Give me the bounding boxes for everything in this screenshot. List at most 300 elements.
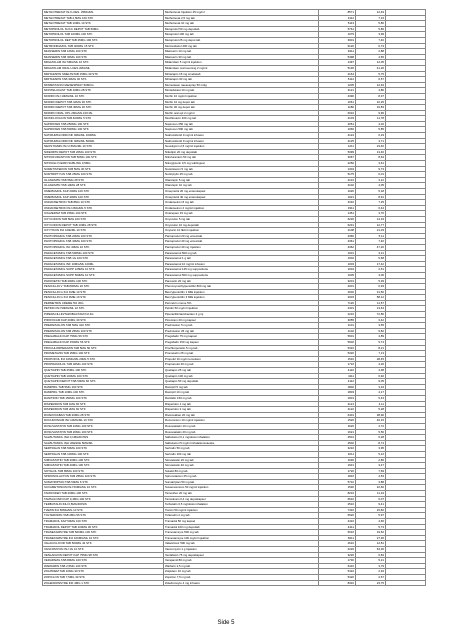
code-cell: 2103	[319, 116, 356, 122]
product-name-cell: ZOPICLON TAB 7,5MG 30 STK	[43, 574, 164, 580]
product-name-cell: RAMIPRIL TAB 5MG 100 STK	[43, 384, 164, 390]
description-cell: Morfin 30 mg depot tab	[164, 105, 319, 111]
price-cell: 38,90	[356, 412, 386, 418]
price-cell: 5,11	[356, 233, 386, 239]
description-cell: Tranexamsyre 100 mg/ml injektion	[164, 535, 319, 541]
description-cell: Piroxicam 20 mg kapsel	[164, 317, 319, 323]
price-cell: 5,56	[356, 429, 386, 435]
code-cell: 8571	[319, 10, 356, 16]
description-cell: Salbutamol 5 mg/ml inhalationsvaeske	[164, 440, 319, 446]
description-cell: Rivaroxaban 20 mg tab	[164, 412, 319, 418]
product-name-cell: VALACICLOVIR TAB 500MG 42 STK	[43, 541, 164, 547]
code-cell: 8210	[319, 491, 356, 497]
price-cell: 8,91	[356, 194, 386, 200]
description-cell: Zoledronsyre 4 mg infusion	[164, 580, 319, 586]
product-name-cell: PROPOFOL INJ 10MG/ML 20ML 5 STK	[43, 356, 164, 362]
description-cell: Noretisteron 5 mg tab	[164, 166, 319, 172]
description-cell: Rocuronium 10 mg/ml injektion	[164, 418, 319, 424]
code-cell: 6610	[319, 530, 356, 536]
product-name-cell: ROSUVASTATIN TAB 20MG 100 STK	[43, 429, 164, 435]
product-name-cell: SALBUTAMOL INH VAESKE 5MG/ML	[43, 440, 164, 446]
code-cell: 5420	[319, 574, 356, 580]
product-name-cell: RISPERIDON TAB 1MG 60 STK	[43, 401, 164, 407]
code-cell: 3055	[319, 317, 356, 323]
code-cell: 4410	[319, 519, 356, 525]
product-name-cell: PIROXICAM KAP 20MG 30 STK	[43, 317, 164, 323]
description-cell: Tramadol 100 mg depottab	[164, 524, 319, 530]
code-cell: 4111	[319, 373, 356, 379]
price-cell: 6,73	[356, 43, 386, 49]
product-name-cell: SUMATRIPTAN TAB 50MG 6 STK	[43, 479, 164, 485]
price-cell: 6,84	[356, 552, 386, 558]
description-cell: Phenoxymethylpenicillin 800 mg tab	[164, 284, 319, 290]
price-cell: 23,75	[356, 580, 386, 586]
product-name-cell: PARACETAMOL TAB 500MG 100 STK	[43, 250, 164, 256]
product-name-cell: PIPERACILLIN/TAZOBACTAM INJ 4G	[43, 312, 164, 318]
product-name-cell: PROCHLORPERAZIN TAB 5MG 50 STK	[43, 345, 164, 351]
code-cell: 1530	[319, 485, 356, 491]
code-cell: 7120	[319, 300, 356, 306]
code-cell: 3311	[319, 205, 356, 211]
price-cell: 5,85	[356, 127, 386, 133]
product-name-cell: RAMIPRIL TAB 10MG 100 STK	[43, 390, 164, 396]
description-cell: Pregabalin 150 mg kapsel	[164, 340, 319, 346]
price-cell: 2,86	[356, 457, 386, 463]
code-cell: 1004	[319, 267, 356, 273]
code-cell: 5099	[319, 149, 356, 155]
product-name-cell: TOLTERODIN TAB 2MG 56 STK	[43, 513, 164, 519]
price-cell: 4,72	[356, 423, 386, 429]
code-cell: 3310	[319, 200, 356, 206]
product-name-cell: PENICILLIN G INJ 1MIE 10 STK	[43, 289, 164, 295]
code-cell: 5113	[319, 21, 356, 27]
code-cell: 5175	[319, 172, 356, 178]
price-cell: 7,25	[356, 200, 386, 206]
description-cell: Methotrexat 2,5 mg tab	[164, 15, 319, 21]
product-name-cell: TRANEXAMSYRE INJ 100MG/ML 10 STK	[43, 535, 164, 541]
code-cell: 5710	[319, 479, 356, 485]
code-cell: 1730	[319, 558, 356, 564]
description-cell: Paracetamol 10 mg/ml infusion	[164, 261, 319, 267]
price-cell: 5,74	[356, 340, 386, 346]
code-cell: 1061	[319, 99, 356, 105]
product-name-cell: NAPROXEN TAB 250MG 100 STK	[43, 121, 164, 127]
code-cell: 6510	[319, 496, 356, 502]
price-cell: 9,96	[356, 110, 386, 116]
product-name-cell: SERTRALIN TAB 50MG 100 STK	[43, 446, 164, 452]
code-cell: 2210	[319, 312, 356, 318]
description-cell: Omeprazol 40 mg enterokapsel	[164, 194, 319, 200]
product-name-cell: METRONIDAZOL TAB 400MG 15 STK	[43, 43, 164, 49]
code-cell: 5320	[319, 351, 356, 357]
table-row	[43, 580, 426, 586]
product-name-cell: PANTOPRAZOL INJ 40MG 10 STK	[43, 244, 164, 250]
description-cell: Ranitidin 150 mg tab	[164, 395, 319, 401]
price-cell: 5,43	[356, 395, 386, 401]
product-name-cell: OLANZAPIN TAB 5MG 28 STK	[43, 177, 164, 183]
product-name-cell: PREGABALIN KAP 75MG 56 STK	[43, 334, 164, 340]
price-cell: 19,52	[356, 530, 386, 536]
code-cell: 6611	[319, 535, 356, 541]
product-name-cell: MIANSERIN TAB 10MG 100 STK	[43, 49, 164, 55]
code-cell: 1211	[319, 144, 356, 150]
product-name-cell: MORFIN DEPOT TAB 10MG 30 STK	[43, 99, 164, 105]
price-cell: 4,05	[356, 183, 386, 189]
description-cell: Rosuvastatin 10 mg tab	[164, 423, 319, 429]
price-cell: 7,34	[356, 15, 386, 21]
description-cell: Terbutalin 0,5 mg/dosis inhalation	[164, 502, 319, 508]
description-cell: Verapamil 80 mg tab	[164, 558, 319, 564]
price-cell: 22,60	[356, 485, 386, 491]
product-name-cell: PREDNISOLON TAB 5MG 100 STK	[43, 323, 164, 329]
description-cell: Mometason naesespray 50 mikg	[164, 82, 319, 88]
code-cell: 1802	[319, 384, 356, 390]
product-name-cell: METHOTREXAT TAB 10MG 10 STK	[43, 21, 164, 27]
code-cell: 4411	[319, 524, 356, 530]
description-cell: Metronidazol 400 mg tab	[164, 43, 319, 49]
code-cell: 1021	[319, 194, 356, 200]
price-cell: 4,17	[356, 390, 386, 396]
product-name-cell: NORTRIPTYLIN TAB 25MG 100 STK	[43, 172, 164, 178]
description-cell: Valaciclovir 500 mg tab	[164, 541, 319, 547]
price-table-body	[43, 10, 426, 586]
code-cell: 1901	[319, 395, 356, 401]
product-name-cell: TAMOXIFEN TAB 20MG 100 STK	[43, 491, 164, 497]
price-cell: 58,12	[356, 295, 386, 301]
description-cell: Oxycodon 5 mg tab	[164, 216, 319, 222]
description-cell: Salbutamol 0,1 mg/dosis inhalation	[164, 435, 319, 441]
description-cell: Tamsulosin 0,4 mg depotkapsel	[164, 496, 319, 502]
description-cell: Pantoprazol 20 mg enterotab	[164, 233, 319, 239]
product-name-cell: ONDANSETRON TAB 8MG 10 STK	[43, 200, 164, 206]
code-cell: 5130	[319, 65, 356, 71]
price-cell: 5,68	[356, 256, 386, 262]
product-name-cell: MIANSERIN TAB 30MG 100 STK	[43, 54, 164, 60]
description-cell: Morfin oral opl 2 mg/ml	[164, 110, 319, 116]
code-cell: 4360	[319, 233, 356, 239]
description-cell: Tamoxifen 20 mg tab	[164, 491, 319, 497]
code-cell: 4121	[319, 401, 356, 407]
description-cell: Prednisolon 5 mg tab	[164, 323, 319, 329]
product-name-cell: OXYCODON TAB 5MG 100 STK	[43, 216, 164, 222]
description-cell: Oxytocin 10 IE/ml injektion	[164, 228, 319, 234]
description-cell: Metoprolol 25 mg depot tab	[164, 37, 319, 43]
product-name-cell: TAMSULOSIN KAP 0,4MG 100 STK	[43, 496, 164, 502]
product-name-cell: PENICILLIN V TAB 800MG 20 STK	[43, 284, 164, 290]
description-cell: Naproxen 500 mg tab	[164, 127, 319, 133]
product-name-cell: PARACETAMOL SUPP 125MG 10 STK	[43, 267, 164, 273]
product-name-cell: MIRTAZAPIN SMELTETAB 15MG 30 STK	[43, 71, 164, 77]
code-cell: 6520	[319, 513, 356, 519]
product-name-cell: SALBUTAMOL INH 0,1MG/DOSIS	[43, 435, 164, 441]
price-cell: 31,50	[356, 289, 386, 295]
price-cell: 3,88	[356, 479, 386, 485]
price-cell: 3,42	[356, 317, 386, 323]
code-cell: 1710	[319, 362, 356, 368]
description-cell: Midazolam oral loesning 2 mg/ml	[164, 65, 319, 71]
code-cell: 3121	[319, 88, 356, 94]
product-name-cell: SIMVASTATIN TAB 20MG 100 STK	[43, 457, 164, 463]
description-cell: Mirtazapin 30 mg tab	[164, 77, 319, 83]
code-cell: 2108	[319, 228, 356, 234]
description-cell: Natriumklorid 9 mg/ml infusion	[164, 133, 319, 139]
code-cell: 4110	[319, 368, 356, 374]
code-cell: 4125	[319, 138, 356, 144]
page-number: Side 5	[217, 620, 235, 626]
price-cell: 3,76	[356, 211, 386, 217]
code-cell: 1001	[319, 250, 356, 256]
description-cell: Quetiapin 25 mg tab	[164, 368, 319, 374]
price-cell: 3,95	[356, 446, 386, 452]
code-cell: 3901	[319, 37, 356, 43]
price-cell: 13,46	[356, 149, 386, 155]
description-cell: Morfin 10 mg depot tab	[164, 99, 319, 105]
code-cell: 6120	[319, 43, 356, 49]
price-table	[42, 9, 426, 586]
description-cell: Risperidon 2 mg tab	[164, 407, 319, 413]
description-cell: Zolpidem 10 mg tab	[164, 569, 319, 575]
description-cell: Oxycodon 10 mg depottab	[164, 222, 319, 228]
product-name-cell: RIVAROXABAN TAB 20MG 28 STK	[43, 412, 164, 418]
price-cell: 4,53	[356, 474, 386, 480]
code-cell: 5601	[319, 334, 356, 340]
description-cell: Permetrin creme 5%	[164, 300, 319, 306]
code-cell: 1079	[319, 32, 356, 38]
product-name-cell: VERAPAMIL TAB 80MG 100 STK	[43, 558, 164, 564]
price-cell: 3,79	[356, 563, 386, 569]
code-cell: 6010	[319, 110, 356, 116]
product-name-cell: PREGABALIN KAP 150MG 56 STK	[43, 340, 164, 346]
description-cell: Sertralin 100 mg tab	[164, 451, 319, 457]
code-cell: 1005	[319, 272, 356, 278]
description-cell: Neostigmin 2,5 mg/ml injektion	[164, 144, 319, 150]
description-cell: Prochlorperazin 5 mg tab	[164, 345, 319, 351]
price-cell: 41,26	[356, 65, 386, 71]
description-cell: Sotalol 80 mg tab	[164, 468, 319, 474]
price-cell: 4,02	[356, 121, 386, 127]
price-cell: 8,21	[356, 345, 386, 351]
code-cell: 4122	[319, 407, 356, 413]
product-name-cell: NAPROXEN TAB 500MG 100 STK	[43, 127, 164, 133]
price-cell: 2,94	[356, 569, 386, 575]
product-name-cell: NITROFURANTOIN TAB 50MG 100 STK	[43, 155, 164, 161]
price-cell: 6,33	[356, 133, 386, 139]
price-cell: 13,64	[356, 306, 386, 312]
product-name-cell: METOPROLOL DEP TAB 25MG 100 STK	[43, 37, 164, 43]
price-cell: 6,93	[356, 284, 386, 290]
product-name-cell: OMEPRAZOL KAP 20MG 100 STK	[43, 189, 164, 195]
price-cell: 6,44	[356, 205, 386, 211]
price-cell: 3,47	[356, 463, 386, 469]
code-cell: 1066	[319, 127, 356, 133]
price-cell: 5,80	[356, 26, 386, 32]
price-cell: 6,07	[356, 496, 386, 502]
product-name-cell: QUETIAPIN TAB 25MG 100 STK	[43, 368, 164, 374]
code-cell: 2003	[319, 295, 356, 301]
price-cell: 3,21	[356, 250, 386, 256]
code-cell: 1101	[319, 323, 356, 329]
price-cell: 15,82	[356, 507, 386, 513]
description-cell: Piperacillin/tazobactam 4 g inj	[164, 312, 319, 318]
product-name-cell: PARACETAMOL SUPP 500MG 10 STK	[43, 272, 164, 278]
price-cell: 7,13	[356, 351, 386, 357]
code-cell: 6401	[319, 412, 356, 418]
code-cell: 3210	[319, 446, 356, 452]
product-name-cell: NORETISTERON TAB 5MG 30 STK	[43, 166, 164, 172]
product-name-cell: NIFEDIPIN DEPOT TAB 20MG 100 STK	[43, 149, 164, 155]
description-cell: Midazolam 5 mg/ml injektion	[164, 60, 319, 66]
code-cell: 2250	[319, 161, 356, 167]
product-name-cell: PAROXETIN TAB 20MG 100 STK	[43, 278, 164, 284]
price-cell: 3,12	[356, 177, 386, 183]
price-cell: 4,38	[356, 368, 386, 374]
price-cell: 5,80	[356, 21, 386, 27]
price-cell: 8,74	[356, 440, 386, 446]
code-cell: 8310	[319, 580, 356, 586]
product-name-cell: PANTOPRAZOL TAB 40MG 100 STK	[43, 239, 164, 245]
code-cell: 3112	[319, 15, 356, 21]
product-name-cell: SPIRONOLACTON TAB 25MG 100 STK	[43, 474, 164, 480]
product-name-cell: METOPROLOL SUCC DEPOT TAB 50MG	[43, 26, 164, 32]
product-name-cell: VENLAFAXIN DEPOT KAP 75MG 98 STK	[43, 552, 164, 558]
code-cell: 1803	[319, 390, 356, 396]
product-name-cell: PANTOPRAZOL TAB 20MG 100 STK	[43, 233, 164, 239]
description-cell: Prometazin 25 mg tab	[164, 351, 319, 357]
price-cell: 9,05	[356, 379, 386, 385]
product-name-cell: ONDANSETRON INJ 2MG/ML 5 STK	[43, 205, 164, 211]
product-name-cell: TERBUTALIN INH 0,5MG/DOSIS	[43, 502, 164, 508]
description-cell: Methotrexat 10 mg tab	[164, 21, 319, 27]
price-cell: 11,57	[356, 300, 386, 306]
product-name-cell: METHOTREXAT TAB 2,5MG 100 STK	[43, 15, 164, 21]
product-name-cell: NEOSTIGMIN INJ 2,5MG/ML 10 STK	[43, 144, 164, 150]
description-cell: Tolterodin 2 mg tab	[164, 513, 319, 519]
product-name-cell: QUETIAPIN TAB 100MG 100 STK	[43, 373, 164, 379]
product-name-cell: TRANEXAMSYRE TAB 500MG 100 STK	[43, 530, 164, 536]
description-cell: Morfin 10 mg/ml injektion	[164, 93, 319, 99]
price-cell: 72,80	[356, 312, 386, 318]
description-cell: Omeprazol 20 mg enterokapsel	[164, 189, 319, 195]
description-cell: Warfarin 2,5 mg tab	[164, 563, 319, 569]
code-cell: 2610	[319, 541, 356, 547]
code-cell: 1180	[319, 105, 356, 111]
price-cell: 4,26	[356, 362, 386, 368]
description-cell: Ramipril 10 mg tab	[164, 390, 319, 396]
price-cell: 11,78	[356, 116, 386, 122]
product-name-cell: PENICILLIN G INJ 3MIE 10 STK	[43, 295, 164, 301]
product-name-cell: ZOLEDRONSYRE INF 4MG 1 STK	[43, 580, 164, 586]
description-cell: Spironolacton 25 mg tab	[164, 474, 319, 480]
price-cell: 4,71	[356, 138, 386, 144]
description-cell: Mianserin 10 mg tab	[164, 49, 319, 55]
description-cell: Zopiclon 7,5 mg tab	[164, 574, 319, 580]
product-name-cell: RISPERIDON TAB 2MG 60 STK	[43, 407, 164, 413]
product-name-cell: QUETIAPIN DEPOT TAB 50MG 60 STK	[43, 379, 164, 385]
price-cell: 23,40	[356, 144, 386, 150]
product-name-cell: PREDNISOLON TAB 25MG 100 STK	[43, 328, 164, 334]
code-cell: 6231	[319, 222, 356, 228]
code-cell: 4401	[319, 306, 356, 312]
code-cell: 5112	[319, 77, 356, 83]
price-cell: 3,61	[356, 161, 386, 167]
description-cell: Simvastatin 20 mg tab	[164, 457, 319, 463]
price-cell: 2,88	[356, 49, 386, 55]
code-cell: 7310	[319, 507, 356, 513]
code-cell: 9411	[319, 49, 356, 55]
product-name-cell: NATRIUMKLORID INF 9MG/ML 500ML	[43, 138, 164, 144]
price-cell: 5,97	[356, 513, 386, 519]
price-cell: 6,01	[356, 172, 386, 178]
product-name-cell: NITROGLYCERIN SUBLING 0,5MG	[43, 161, 164, 167]
price-cell: 7,46	[356, 239, 386, 245]
price-cell: 2,67	[356, 574, 386, 580]
description-cell: Paracetamol 125 mg suppositorie	[164, 267, 319, 273]
description-cell: Sertralin 50 mg tab	[164, 446, 319, 452]
code-cell: 1510	[319, 356, 356, 362]
price-cell: 28,45	[356, 356, 386, 362]
price-cell: 3,65	[356, 323, 386, 329]
price-cell: 4,89	[356, 334, 386, 340]
code-cell: 5410	[319, 569, 356, 575]
product-name-cell: MONTELUKAST TAB 10MG 28 STK	[43, 88, 164, 94]
price-cell: 7,69	[356, 468, 386, 474]
price-cell: 9,82	[356, 328, 386, 334]
product-name-cell: MOMETASON NAESESPRAY 50MCG	[43, 82, 164, 88]
description-cell: Pantoprazol 40 mg injektion	[164, 244, 319, 250]
price-cell: 12,05	[356, 60, 386, 66]
product-name-cell: MOXIFLOXACIN TAB 400MG 5 STK	[43, 116, 164, 122]
product-name-cell: PARACETAMOL TAB 1G 100 STK	[43, 256, 164, 262]
product-name-cell: TRAMADOL DEPOT TAB 100MG 30 STK	[43, 524, 164, 530]
product-name-cell: RANITIDIN TAB 150MG 100 STK	[43, 395, 164, 401]
code-cell: 1002	[319, 256, 356, 262]
description-cell: Pregabalin 75 mg kapsel	[164, 334, 319, 340]
price-cell: 9,41	[356, 502, 386, 508]
description-cell: Simvastatin 40 mg tab	[164, 463, 319, 469]
description-cell: Olanzapin 5 mg tab	[164, 177, 319, 183]
description-cell: Propofol 10 mg/ml emulsion	[164, 356, 319, 362]
product-name-cell: SIMVASTATIN TAB 40MG 100 STK	[43, 463, 164, 469]
price-cell: 4,11	[356, 401, 386, 407]
product-name-cell: METOPROLOL TAB 100MG 100 STK	[43, 32, 164, 38]
description-cell: Propranolol 40 mg tab	[164, 362, 319, 368]
description-cell: Nitroglycerin 0,5 mg sublingual	[164, 161, 319, 167]
product-name-cell: WARFARIN TAB 2,5MG 100 STK	[43, 563, 164, 569]
product-name-cell: ROCURONIUM INJ 10MG/ML 10 STK	[43, 418, 164, 424]
price-cell: 3,34	[356, 384, 386, 390]
price-cell: 7,40	[356, 37, 386, 43]
product-name-cell: OMEPRAZOL KAP 40MG 100 STK	[43, 194, 164, 200]
code-cell: 5602	[319, 340, 356, 346]
code-cell: 2220	[319, 547, 356, 553]
price-cell: 27,36	[356, 535, 386, 541]
product-name-cell: METHOTREXAT INJ LOES. 25MG/ML	[43, 10, 164, 16]
price-cell: 4,66	[356, 519, 386, 525]
code-cell: 6410	[319, 563, 356, 569]
description-cell: Mirtazapin 15 mg smeltetab	[164, 71, 319, 77]
empty-cell	[386, 580, 426, 586]
code-cell: 4361	[319, 239, 356, 245]
description-cell: Benzylpenicillin 3 MIE injektion	[164, 295, 319, 301]
code-cell: 1720	[319, 468, 356, 474]
code-cell: 3201	[319, 278, 356, 284]
price-cell: 47,20	[356, 244, 386, 250]
product-name-cell: MIDAZOLAM INJ 5MG/ML 10 STK	[43, 60, 164, 66]
price-cell: 6,28	[356, 435, 386, 441]
price-cell: 5,28	[356, 407, 386, 413]
product-name-cell: PERMETRIN CREME 5% 30G	[43, 300, 164, 306]
product-name-cell: ZOLPIDEM TAB 10MG 30 STK	[43, 569, 164, 575]
